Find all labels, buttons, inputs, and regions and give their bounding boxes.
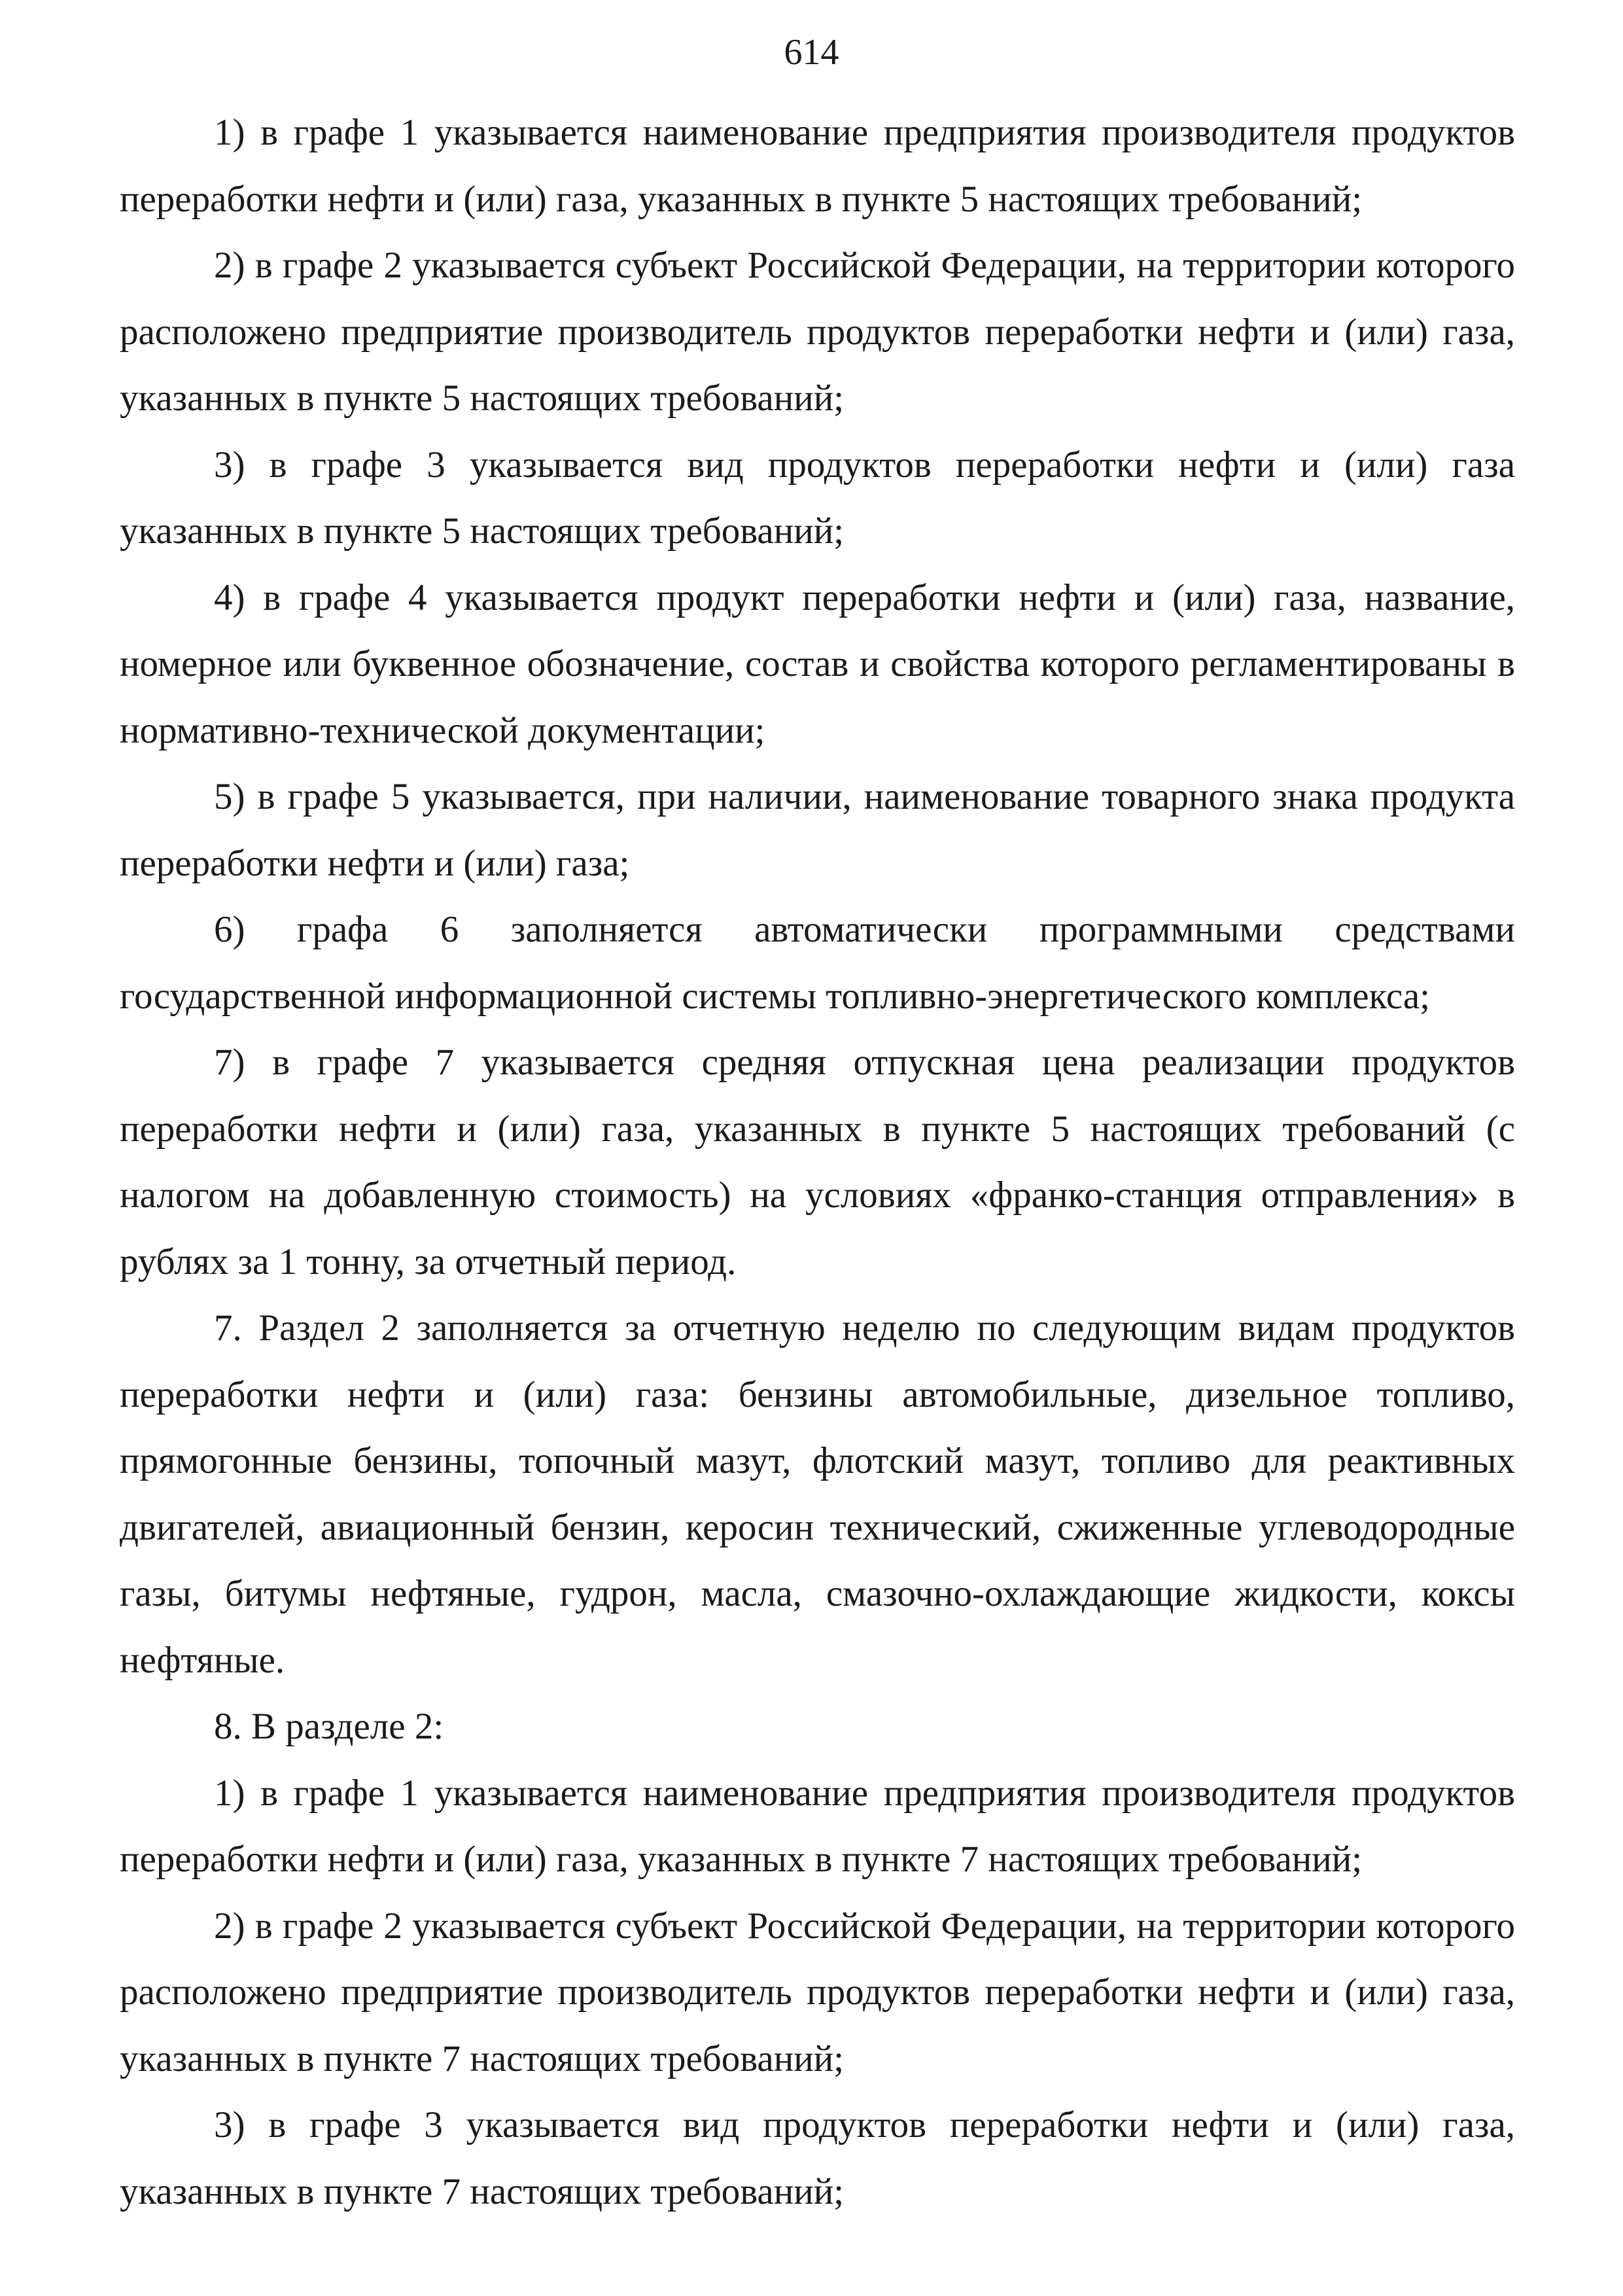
paragraph-section2-col1: 1) в графе 1 указывается наименование предприятия производителя продуктов переработки нефти и (или) газа, указанных в пункте 7 настоящих требований; — [120, 1772, 1515, 1880]
page-number: 614 — [784, 32, 839, 73]
paragraph-section1-col2: 2) в графе 2 указывается субъект Российской Федерации, на территории которого расположено предприятие производитель продуктов переработки нефти и (или) газа, указанных в пункте 5 настоящих требований; — [120, 245, 1515, 419]
paragraph-section1-col3: 3) в графе 3 указывается вид продуктов переработки нефти и (или) газа указанных в пункте 5 настоящих требований; — [120, 444, 1515, 552]
paragraph-section2-col3: 3) в графе 3 указывается вид продуктов переработки нефти и (или) газа, указанных в пункте 7 настоящих требований; — [120, 2104, 1515, 2212]
paragraph-section1-col5: 5) в графе 5 указывается, при наличии, наименование товарного знака продукта переработки нефти и (или) газа; — [120, 776, 1515, 884]
paragraph-section1-col7: 7) в графе 7 указывается средняя отпускная цена реализации продуктов переработки нефти и (или) газа, указанных в пункте 5 настоящих требований (с налогом на добавленную стоимость) на условиях «франко-станция отправления» в рублях за 1 тонну, за отчетный период. — [120, 1042, 1515, 1282]
paragraph-item-8-heading: 8. В разделе 2: — [214, 1706, 444, 1747]
paragraph-section1-col1: 1) в графе 1 указывается наименование предприятия производителя продуктов переработки нефти и (или) газа, указанных в пункте 5 настоящих требований; — [120, 112, 1515, 220]
paragraph-section1-col4: 4) в графе 4 указывается продукт переработки нефти и (или) газа, название, номерное или буквенное обозначение, состав и свойства которого регламентированы в нормативно-технической документации; — [120, 576, 1515, 751]
paragraph-item-7: 7. Раздел 2 заполняется за отчетную неделю по следующим видам продуктов переработки нефти и (или) газа: бензины автомобильные, дизельное топливо, прямогонные бензины, топочный мазут, флотский мазут, топливо для реактивных двигателей, авиационный бензин, керосин технический, сжиженные углеводородные газы, битумы нефтяные, гудрон, масла, смазочно-охлаждающие жидкости, коксы нефтяные. — [120, 1307, 1515, 1681]
paragraph-section2-col2: 2) в графе 2 указывается субъект Российской Федерации, на территории которого расположено предприятие производитель продуктов переработки нефти и (или) газа, указанных в пункте 7 настоящих требований; — [120, 1905, 1515, 2079]
document-body — [120, 99, 1515, 2225]
paragraph-section1-col6: 6) графа 6 заполняется автоматически программными средствами государственной информационной системы топливно-энергетического комплекса; — [120, 909, 1515, 1017]
